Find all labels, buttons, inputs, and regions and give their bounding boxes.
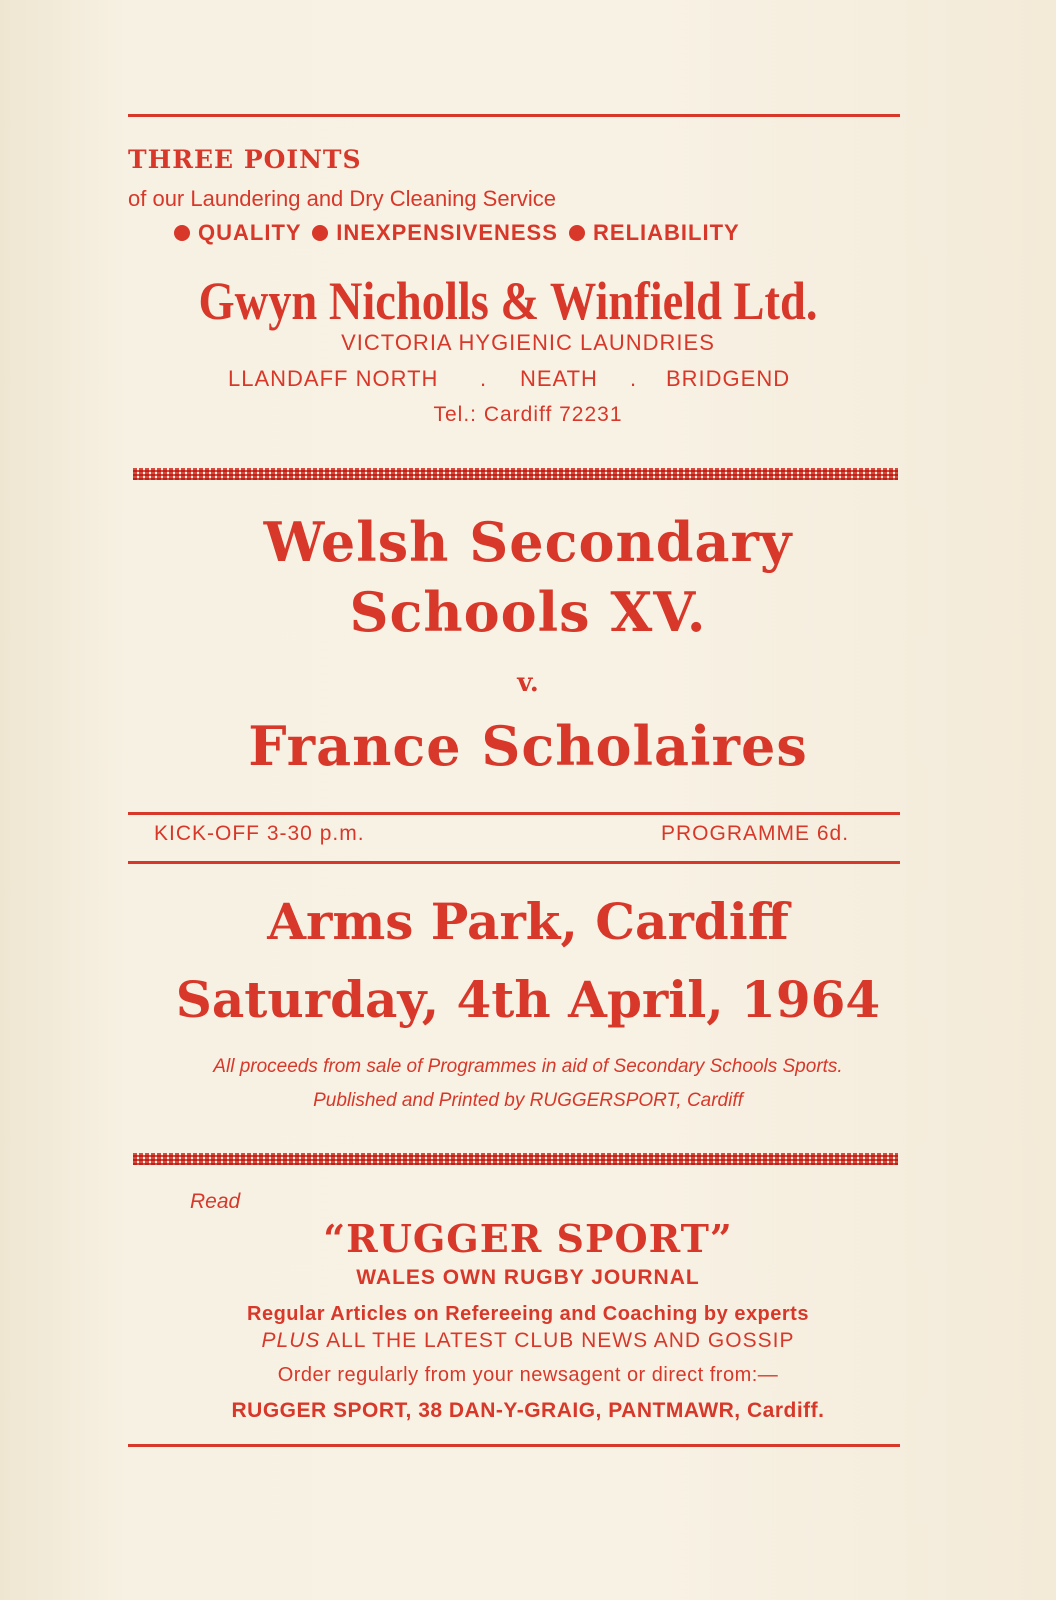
point-inexpensiveness: INEXPENSIVENESS [336,220,558,245]
advert-subheading: of our Laundering and Dry Cleaning Service [128,186,557,211]
advert-heading: THREE POINTS [128,145,362,174]
dotted-divider [133,1153,898,1165]
journal-title: “RUGGER SPORT” [323,1216,733,1261]
journal-address: RUGGER SPORT, 38 DAN-Y-GRAIG, PANTMAWR, Cardiff. [231,1399,825,1422]
home-team-line2: Schools XV. [349,580,707,644]
versus: v. [517,668,539,698]
journal-articles: Regular Articles on Refereeing and Coaching by experts [247,1303,809,1325]
read-label: Read [190,1190,241,1213]
bullet-icon [569,225,585,241]
location-neath: NEATH [520,366,598,391]
bottom-rule [128,1444,900,1447]
kickoff-time: KICK-OFF 3-30 p.m. [154,822,365,845]
top-rule [128,114,900,117]
telephone: Tel.: Cardiff 72231 [433,403,623,426]
company-name: Gwyn Nicholls & Winfield Ltd. [198,271,818,331]
venue: Arms Park, Cardiff [267,892,789,951]
plus-word: PLUS [261,1329,321,1352]
kickoff-bottom-rule [128,861,900,864]
advert-points [170,220,740,246]
location-separator: . [480,366,488,391]
laundries-name: VICTORIA HYGIENIC LAUNDRIES [341,330,715,355]
location-llandaff: LLANDAFF NORTH [228,366,439,391]
order-note: Order regularly from your newsagent or direct from:— [277,1364,779,1386]
match-date: Saturday, 4th April, 1964 [175,970,881,1029]
away-team: France Scholaires [248,714,808,778]
journal-plus-line [0,1329,1056,1353]
home-team-line1: Welsh Secondary [263,510,793,574]
journal-tagline: WALES OWN RUGBY JOURNAL [356,1266,700,1289]
location-separator: . [630,366,638,391]
proceeds-note: All proceeds from sale of Programmes in aid of Secondary Schools Sports. [213,1056,843,1077]
kickoff-top-rule [128,812,900,815]
point-quality: QUALITY [198,220,302,245]
location-bridgend: BRIDGEND [666,366,791,391]
bullet-icon [312,225,328,241]
programme-price: PROGRAMME 6d. [661,822,850,845]
point-reliability: RELIABILITY [593,220,740,245]
dotted-divider [133,468,898,480]
publisher-note: Published and Printed by RUGGERSPORT, Cardiff [313,1090,743,1111]
bullet-icon [174,225,190,241]
plus-rest: ALL THE LATEST CLUB NEWS AND GOSSIP [326,1329,795,1352]
